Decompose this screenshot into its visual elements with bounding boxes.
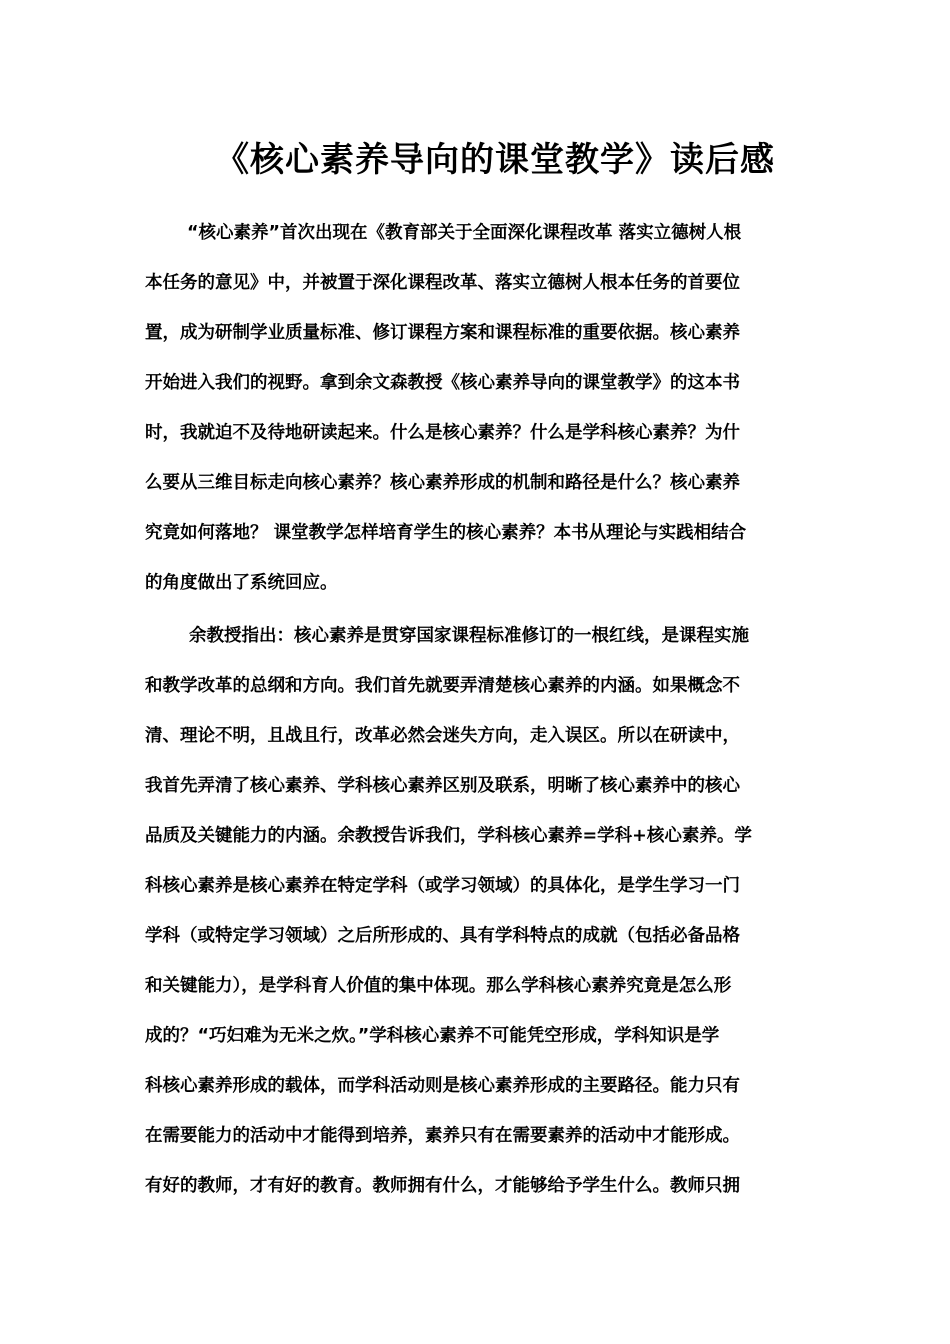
paragraph-line: 科核心素养是核心素养在特定学科（或学习领域）的具体化，是学生学习一门 — [145, 876, 740, 896]
paragraph-line: 成的？“巧妇难为无米之炊。”学科核心素养不可能凭空形成，学科知识是学 — [145, 1026, 720, 1046]
paragraph-line: 么要从三维目标走向核心素养？核心素养形成的机制和路径是什么？核心素养 — [145, 473, 740, 493]
paragraph-line: 余教授指出：核心素养是贯穿国家课程标准修订的一根红线，是课程实施 — [189, 626, 749, 646]
paragraph-1 — [145, 208, 810, 608]
paragraph-line: 科核心素养形成的载体，而学科活动则是核心素养形成的主要路径。能力只有 — [145, 1076, 740, 1096]
paragraph-line: 的角度做出了系统回应。 — [145, 573, 338, 593]
paragraph-2 — [145, 611, 810, 1211]
paragraph-line: 品质及关键能力的内涵。余教授告诉我们，学科核心素养=学科+核心素养。学 — [145, 826, 752, 846]
paragraph-line: 究竟如何落地？ 课堂教学怎样培育学生的核心素养？本书从理论与实践相结合 — [145, 523, 747, 543]
paragraph-line: 我首先弄清了核心素养、学科核心素养区别及联系，明晰了核心素养中的核心 — [145, 776, 740, 796]
paragraph-line: 置，成为研制学业质量标准、修订课程方案和课程标准的重要依据。核心素养 — [145, 323, 740, 343]
paragraph-line: 有好的教师，才有好的教育。教师拥有什么，才能够给予学生什么。教师只拥 — [145, 1176, 740, 1196]
paragraph-line: 和关键能力），是学科育人价值的集中体现。那么学科核心素养究竟是怎么形 — [145, 976, 732, 996]
paragraph-line: 时，我就迫不及待地研读起来。什么是核心素养？什么是学科核心素养？为什 — [145, 423, 740, 443]
paragraph-line: 清、理论不明，且战且行，改革必然会迷失方向，走入误区。所以在研读中， — [145, 726, 740, 746]
paragraph-line: 本任务的意见》中，并被置于深化课程改革、落实立德树人根本任务的首要位 — [145, 273, 740, 293]
document-title: 《核心素养导向的课堂教学》读后感 — [215, 140, 775, 180]
paragraph-line: 和教学改革的总纲和方向。我们首先就要弄清楚核心素养的内涵。如果概念不 — [145, 676, 740, 696]
paragraph-line: 开始进入我们的视野。拿到余文森教授《核心素养导向的课堂教学》的这本书 — [145, 373, 740, 393]
paragraph-line: 在需要能力的活动中才能得到培养，素养只有在需要素养的活动中才能形成。 — [145, 1126, 740, 1146]
paragraph-line: 学科（或特定学习领域）之后所形成的、具有学科特点的成就（包括必备品格 — [145, 926, 740, 946]
paragraph-line: “核心素养”首次出现在《教育部关于全面深化课程改革 落实立德树人根 — [187, 223, 742, 243]
